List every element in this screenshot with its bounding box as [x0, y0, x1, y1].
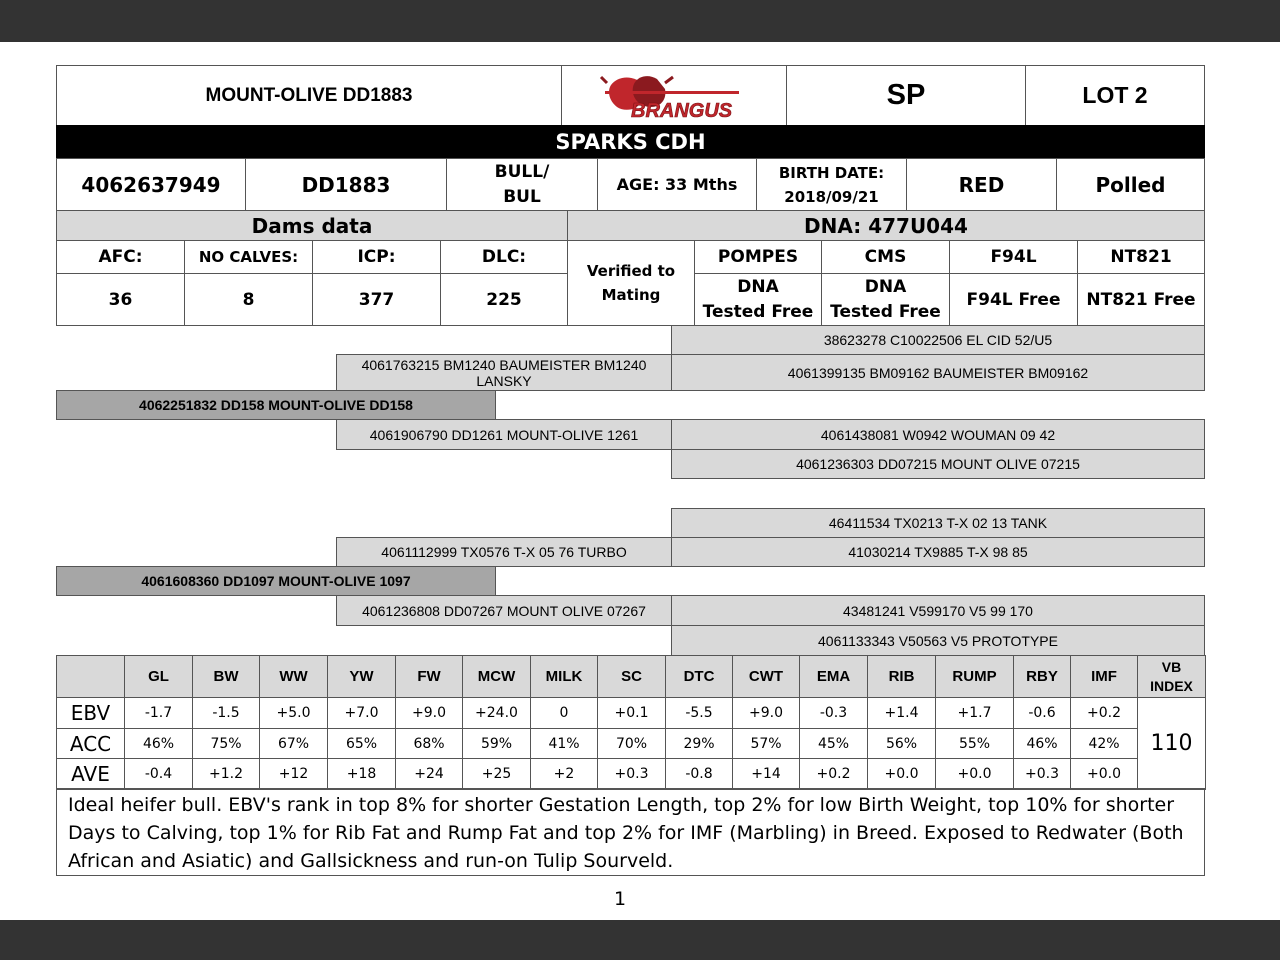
- ebv-cell-acc-bw: 75%: [192, 728, 260, 759]
- animal-name: MOUNT-OLIVE DD1883: [56, 65, 562, 126]
- ebv-cell-acc-mcw: 59%: [462, 728, 531, 759]
- dams-header-afc: AFC:: [56, 240, 185, 274]
- ebv-header-rby: RBY: [1013, 655, 1071, 698]
- ebv-cell-acc-gl: 46%: [124, 728, 193, 759]
- vb-index-value: 110: [1137, 697, 1206, 790]
- dna-test-nt821-result: NT821 Free: [1077, 273, 1205, 326]
- dna-test-pompes-result: [694, 273, 822, 326]
- viewer-top-bar: [0, 0, 1280, 42]
- result-line2: Tested Free: [830, 301, 941, 322]
- dams-value-afc: 36: [56, 273, 185, 326]
- dna-test-f94l-result: F94L Free: [949, 273, 1078, 326]
- result-line1: DNA: [737, 276, 779, 297]
- ebv-cell-acc-rib: 56%: [867, 728, 936, 759]
- ebv-cell-ave-yw: +18: [327, 758, 396, 790]
- ebv-cell-ebv-milk: 0: [530, 697, 598, 729]
- ebv-cell-ave-rump: +0.0: [935, 758, 1014, 790]
- ebv-cell-ave-rby: +0.3: [1013, 758, 1071, 790]
- ebv-cell-acc-rump: 55%: [935, 728, 1014, 759]
- ebv-row-label-ave: AVE: [56, 758, 125, 790]
- dams-header-dlc: DLC:: [440, 240, 568, 274]
- pedigree-sds: 4061438081 W0942 WOUMAN 09 42: [671, 419, 1205, 450]
- pedigree-dss: 46411534 TX0213 T-X 02 13 TANK: [671, 508, 1205, 538]
- pedigree-dd: 4061236808 DD07267 MOUNT OLIVE 07267: [336, 595, 672, 626]
- ebv-cell-ebv-gl: -1.7: [124, 697, 193, 729]
- ebv-cell-acc-dtc: 29%: [665, 728, 733, 759]
- ebv-header-yw: YW: [327, 655, 396, 698]
- ebv-cell-ebv-imf: +0.2: [1070, 697, 1138, 729]
- ebv-cell-ave-imf: +0.0: [1070, 758, 1138, 790]
- dna-title: DNA: 477U044: [567, 210, 1205, 241]
- vb-index-label-line1: VB: [1161, 658, 1182, 675]
- pedigree-ddd: 4061133343 V50563 V5 PROTOTYPE: [671, 625, 1205, 656]
- sex-cell: [446, 158, 598, 211]
- ebv-cell-acc-cwt: 57%: [732, 728, 800, 759]
- registration-number: 4062637949: [56, 158, 246, 211]
- ebv-header-cwt: CWT: [732, 655, 800, 698]
- dna-test-cms-result: [821, 273, 950, 326]
- viewer-bottom-bar: [0, 920, 1280, 960]
- ebv-cell-ave-sc: +0.3: [597, 758, 666, 790]
- ebv-cell-acc-ema: 45%: [799, 728, 868, 759]
- ebv-cell-acc-yw: 65%: [327, 728, 396, 759]
- ebv-header-ww: WW: [259, 655, 328, 698]
- ebv-cell-acc-sc: 70%: [597, 728, 666, 759]
- ebv-cell-acc-ww: 67%: [259, 728, 328, 759]
- dna-test-f94l-header: F94L: [949, 240, 1078, 274]
- dna-test-nt821-header: NT821: [1077, 240, 1205, 274]
- bull-head-icon: [599, 71, 749, 121]
- pedigree-dam: 4061608360 DD1097 MOUNT-OLIVE 1097: [56, 566, 496, 596]
- ebv-cell-ave-ema: +0.2: [799, 758, 868, 790]
- ebv-cell-ave-cwt: +14: [732, 758, 800, 790]
- ebv-cell-ebv-cwt: +9.0: [732, 697, 800, 729]
- pedigree-ssd: 4061399135 BM09162 BAUMEISTER BM09162: [671, 354, 1205, 391]
- ebv-cell-ave-mcw: +25: [462, 758, 531, 790]
- ebv-header-ema: EMA: [799, 655, 868, 698]
- vb-index-header: [1137, 655, 1206, 698]
- dams-header-calves: NO CALVES:: [184, 240, 313, 274]
- pedigree-sd: 4061906790 DD1261 MOUNT-OLIVE 1261: [336, 419, 672, 450]
- sex-line2: BUL: [503, 186, 541, 207]
- pedigree-sdd: 4061236303 DD07215 MOUNT OLIVE 07215: [671, 449, 1205, 479]
- ebv-cell-ave-gl: -0.4: [124, 758, 193, 790]
- dams-data-title: Dams data: [56, 210, 568, 241]
- dams-value-calves: 8: [184, 273, 313, 326]
- ebv-header-dtc: DTC: [665, 655, 733, 698]
- ebv-cell-ebv-rump: +1.7: [935, 697, 1014, 729]
- verified-to-mating: [567, 240, 695, 326]
- pedigree-dsd: 41030214 TX9885 T-X 98 85: [671, 537, 1205, 567]
- ebv-header-sc: SC: [597, 655, 666, 698]
- ebv-cell-ebv-ema: -0.3: [799, 697, 868, 729]
- dna-test-cms-header: CMS: [821, 240, 950, 274]
- dams-header-icp: ICP:: [312, 240, 441, 274]
- ebv-header-fw: FW: [395, 655, 463, 698]
- vb-index-label-line2: INDEX: [1150, 677, 1193, 694]
- animal-id: DD1883: [245, 158, 447, 211]
- ebv-cell-acc-fw: 68%: [395, 728, 463, 759]
- verified-line2: Mating: [601, 286, 661, 304]
- ebv-cell-ebv-ww: +5.0: [259, 697, 328, 729]
- birth-date-label: BIRTH DATE:: [778, 163, 885, 182]
- ebv-cell-ebv-fw: +9.0: [395, 697, 463, 729]
- ebv-header-bw: BW: [192, 655, 260, 698]
- brangus-logo: [561, 65, 787, 126]
- ebv-cell-ave-bw: +1.2: [192, 758, 260, 790]
- color-cell: RED: [906, 158, 1057, 211]
- ebv-header-mcw: MCW: [462, 655, 531, 698]
- ebv-cell-ebv-rib: +1.4: [867, 697, 936, 729]
- ebv-cell-ebv-dtc: -5.5: [665, 697, 733, 729]
- dams-value-icp: 377: [312, 273, 441, 326]
- result-line1: DNA: [864, 276, 907, 297]
- svg-text:BRANGUS: BRANGUS: [631, 99, 733, 121]
- ebv-header-rib: RIB: [867, 655, 936, 698]
- dna-test-pompes-header: POMPES: [694, 240, 822, 274]
- ebv-cell-ave-ww: +12: [259, 758, 328, 790]
- pedigree-dds: 43481241 V599170 V5 99 170: [671, 595, 1205, 626]
- ebv-header-rump: RUMP: [935, 655, 1014, 698]
- ebv-cell-ebv-yw: +7.0: [327, 697, 396, 729]
- pedigree-sss: 38623278 C10022506 EL CID 52/U5: [671, 325, 1205, 355]
- ebv-cell-ebv-mcw: +24.0: [462, 697, 531, 729]
- ebv-cell-ave-milk: +2: [530, 758, 598, 790]
- ebv-cell-acc-milk: 41%: [530, 728, 598, 759]
- ebv-corner-cell: [56, 655, 125, 698]
- ebv-cell-ave-rib: +0.0: [867, 758, 936, 790]
- result-line2: Tested Free: [702, 301, 814, 322]
- horn-status-cell: Polled: [1056, 158, 1205, 211]
- ebv-header-imf: IMF: [1070, 655, 1138, 698]
- lot-number: LOT 2: [1025, 65, 1205, 126]
- ebv-row-label-acc: ACC: [56, 728, 125, 759]
- ebv-cell-ebv-sc: +0.1: [597, 697, 666, 729]
- ebv-cell-ebv-rby: -0.6: [1013, 697, 1071, 729]
- age-cell: AGE: 33 Mths: [597, 158, 757, 211]
- ebv-header-milk: MILK: [530, 655, 598, 698]
- verified-line1: Verified to: [586, 262, 676, 280]
- comments-box: Ideal heifer bull. EBV's rank in top 8% for shorter Gestation Length, top 2% for low Birth Weight, top 10% for shorter Days to Calving, top 1% for Rib Fat and Rump Fat and top 2% for IMF (Marbling) in Breed. Exposed to Redwater (Both African and Asiatic) and Gallsickness and run-on Tulip Sourveld.: [56, 788, 1205, 876]
- sire-banner: SPARKS CDH: [56, 125, 1205, 159]
- sex-line1: BULL/: [494, 161, 550, 182]
- birth-date-value: 2018/09/21: [784, 187, 879, 206]
- grade-code: SP: [786, 65, 1026, 126]
- page-number: 1: [613, 888, 627, 910]
- pedigree-ds: 4061112999 TX0576 T-X 05 76 TURBO: [336, 537, 672, 567]
- pedigree-ss: 4061763215 BM1240 BAUMEISTER BM1240 LANSKY: [336, 354, 672, 391]
- dams-value-dlc: 225: [440, 273, 568, 326]
- ebv-row-label-ebv: EBV: [56, 697, 125, 729]
- ebv-cell-ebv-bw: -1.5: [192, 697, 260, 729]
- ebv-cell-acc-rby: 46%: [1013, 728, 1071, 759]
- pedigree-sire: 4062251832 DD158 MOUNT-OLIVE DD158: [56, 390, 496, 420]
- ebv-cell-ave-dtc: -0.8: [665, 758, 733, 790]
- ebv-cell-ave-fw: +24: [395, 758, 463, 790]
- ebv-cell-acc-imf: 42%: [1070, 728, 1138, 759]
- ebv-header-gl: GL: [124, 655, 193, 698]
- birth-date-cell: [756, 158, 907, 211]
